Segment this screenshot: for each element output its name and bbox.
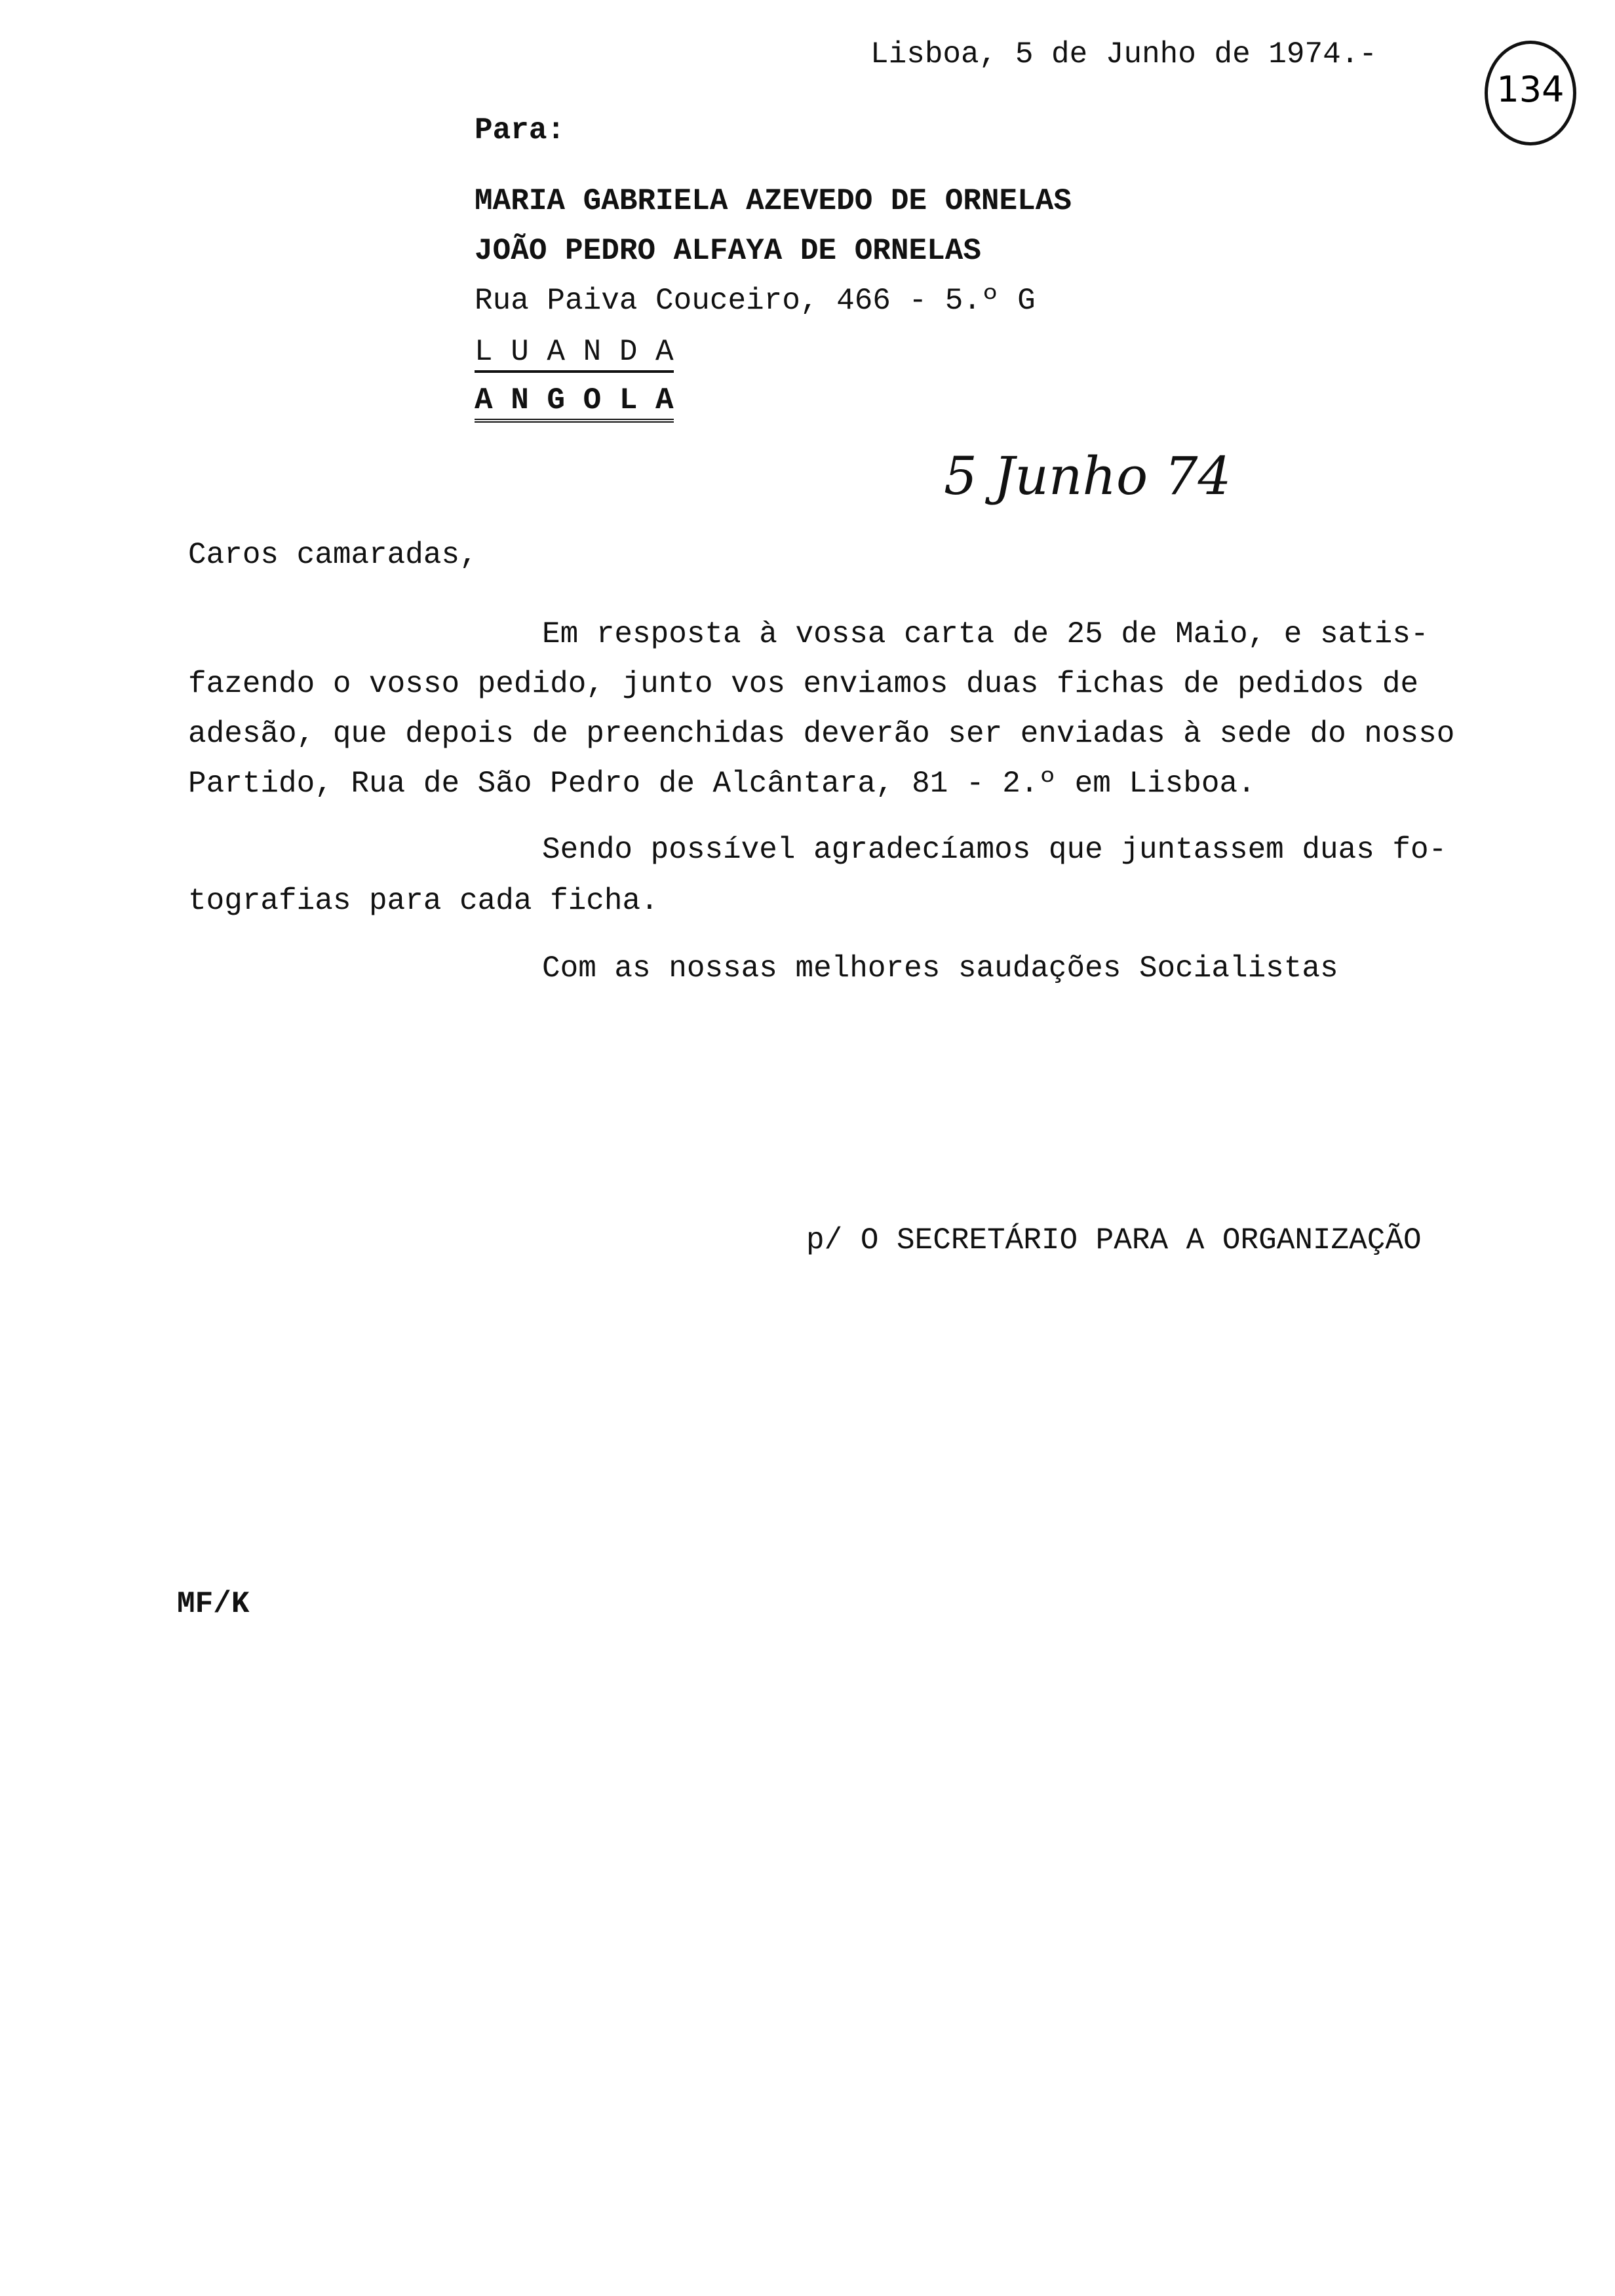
paragraph-1-line: Partido, Rua de São Pedro de Alcântara, 81 - 2.º em Lisboa. [188, 767, 1256, 801]
recipient-name-1: MARIA GABRIELA AZEVEDO DE ORNELAS [475, 184, 1072, 218]
recipient-street: Rua Paiva Couceiro, 466 - 5.º G [475, 284, 1036, 318]
reference-initials: MF/K [177, 1587, 250, 1621]
closing: Com as nossas melhores saudações Socialistas [542, 951, 1338, 985]
paragraph-2-line: tografias para cada ficha. [188, 884, 659, 918]
salutation: Caros camaradas, [188, 538, 478, 572]
recipient-label: Para: [475, 113, 566, 147]
date-line: Lisboa, 5 de Junho de 1974.- [870, 37, 1377, 71]
page-number-stamp: 134 [1485, 41, 1576, 145]
paragraph-1-line: Em resposta à vossa carta de 25 de Maio, e satis- [542, 617, 1429, 651]
handwritten-date: 5 Junho 74 [944, 446, 1232, 507]
recipient-country: A N G O L A [475, 383, 674, 423]
recipient-name-2: JOÃO PEDRO ALFAYA DE ORNELAS [475, 234, 981, 268]
paragraph-2-line: Sendo possível agradecíamos que juntassem duas fo- [542, 833, 1447, 867]
signature-line: p/ O SECRETÁRIO PARA A ORGANIZAÇÃO [806, 1223, 1422, 1257]
paragraph-1-line: adesão, que depois de preenchidas deverão ser enviadas à sede do nosso [188, 717, 1455, 751]
recipient-city: L U A N D A [475, 335, 674, 373]
paragraph-1-line: fazendo o vosso pedido, junto vos enviamos duas fichas de pedidos de [188, 667, 1419, 701]
